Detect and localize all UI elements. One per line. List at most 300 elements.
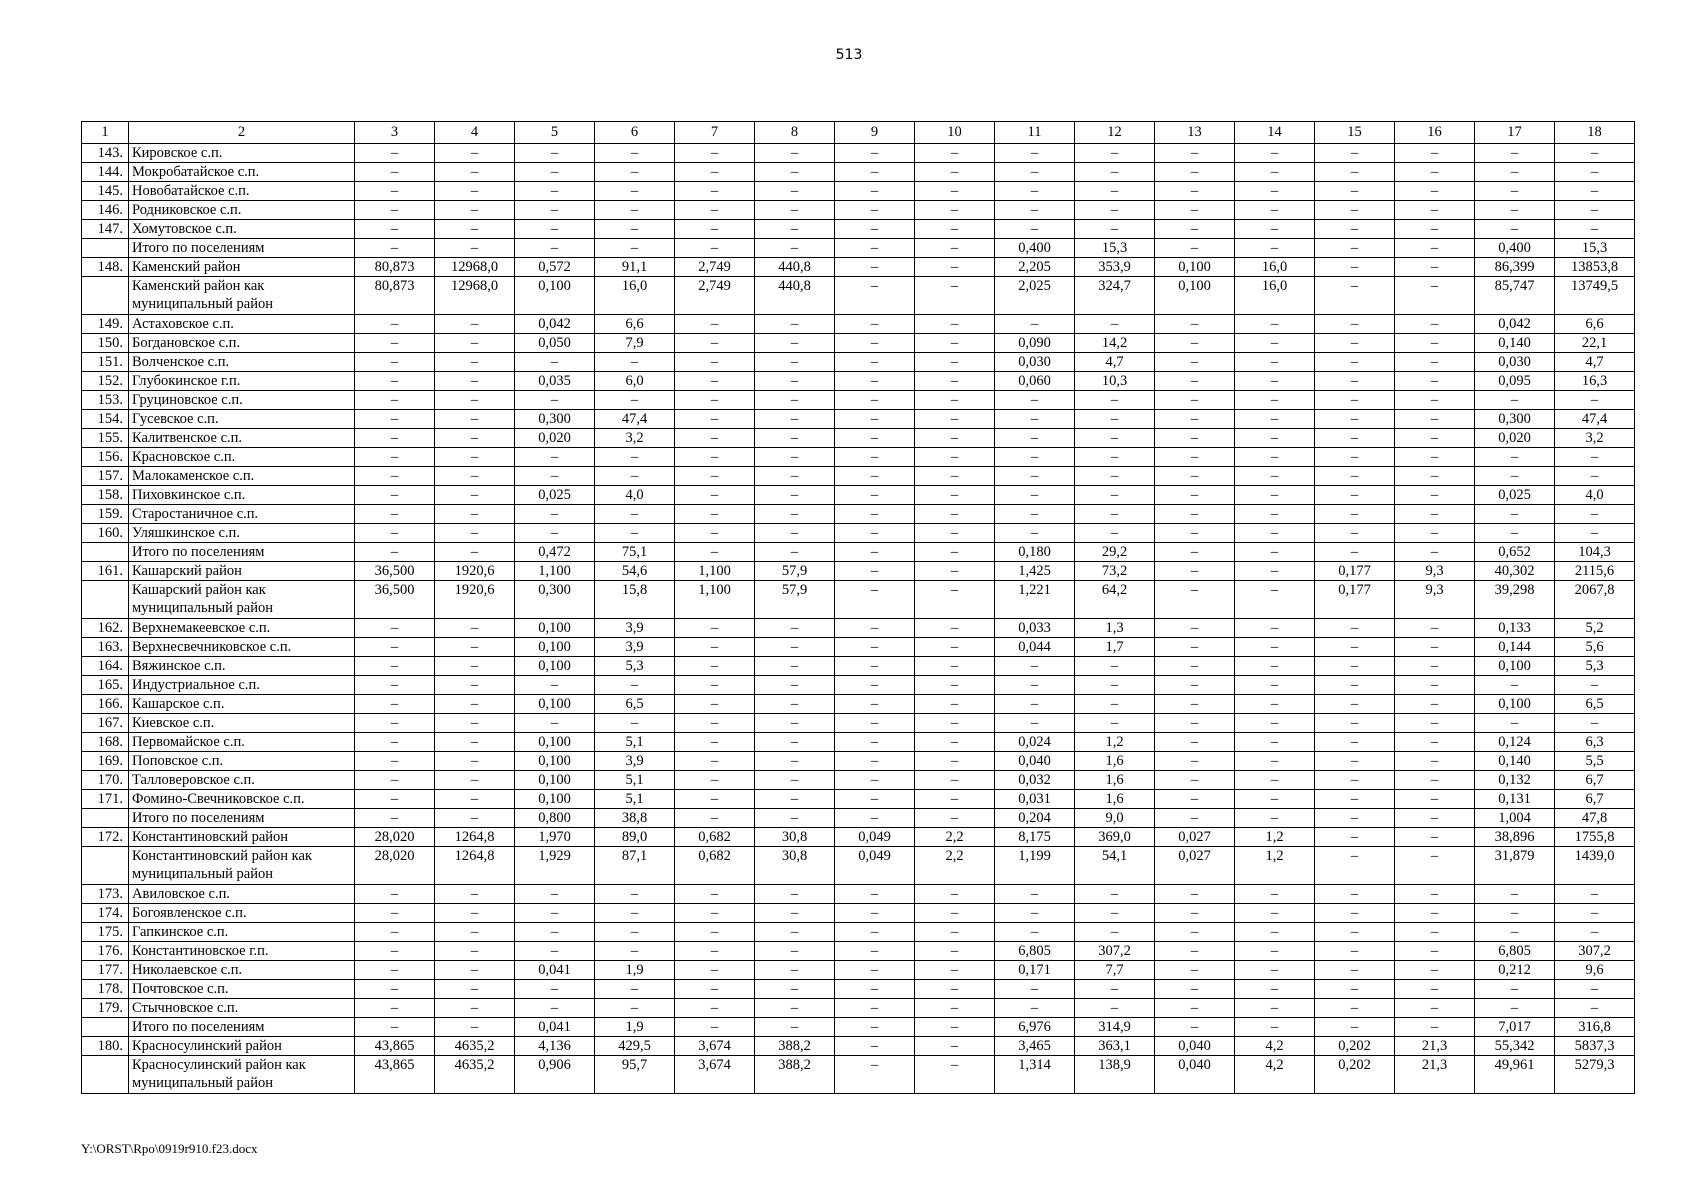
table-cell: – [595,505,675,524]
table-cell: 0,133 [1475,619,1555,638]
table-cell: – [1235,543,1315,562]
table-cell: 2,749 [675,258,755,277]
row-name: Красносулинский район [129,1037,355,1056]
table-cell: – [595,182,675,201]
row-name: Почтовское с.п. [129,980,355,999]
row-number [82,581,129,619]
table-cell: – [1315,809,1395,828]
page-number: 513 [835,47,863,63]
column-header: 16 [1395,122,1475,144]
table-cell: 0,049 [835,828,915,847]
table-cell: – [915,391,995,410]
table-cell: 0,906 [515,1056,595,1094]
table-cell: – [1555,144,1635,163]
table-cell: – [835,1056,915,1094]
table-cell: – [1475,182,1555,201]
table-cell: – [755,315,835,334]
row-number: 146. [82,201,129,220]
table-cell: – [915,809,995,828]
table-cell: 5,1 [595,733,675,752]
table-cell: – [1155,961,1235,980]
table-cell: – [355,790,435,809]
row-name: Фомино-Свечниковское с.п. [129,790,355,809]
table-cell: 0,041 [515,961,595,980]
table-cell: – [675,961,755,980]
table-cell: – [835,733,915,752]
table-cell: – [915,467,995,486]
table-cell: – [1315,638,1395,657]
table-cell: – [915,695,995,714]
table-cell: – [1315,448,1395,467]
table-cell: – [595,904,675,923]
table-cell: – [595,980,675,999]
table-cell: – [755,619,835,638]
table-cell: – [595,391,675,410]
table-cell: – [1075,220,1155,239]
table-cell: – [1235,714,1315,733]
table-cell: – [1315,144,1395,163]
table-cell: – [1155,315,1235,334]
table-cell: – [755,353,835,372]
table-cell: – [1555,885,1635,904]
table-cell: – [1395,505,1475,524]
table-cell: – [1155,429,1235,448]
table-cell: 1,6 [1075,771,1155,790]
table-row [82,1018,1635,1037]
table-cell: – [675,771,755,790]
table-cell: – [1235,239,1315,258]
table-cell: 0,100 [515,695,595,714]
table-cell: – [435,334,515,353]
table-cell: – [515,467,595,486]
table-cell: – [515,999,595,1018]
table-cell: – [1315,942,1395,961]
table-cell: – [755,961,835,980]
table-cell: – [995,467,1075,486]
table-cell: – [1075,505,1155,524]
table-cell: – [355,429,435,448]
table-cell: – [995,885,1075,904]
table-cell: 0,090 [995,334,1075,353]
table-cell: – [995,144,1075,163]
table-cell: – [675,220,755,239]
column-header: 13 [1155,122,1235,144]
table-cell: – [1395,543,1475,562]
table-cell: – [835,676,915,695]
table-cell: – [1555,980,1635,999]
table-cell: – [1395,923,1475,942]
table-cell: – [915,353,995,372]
row-number: 164. [82,657,129,676]
table-cell: – [675,790,755,809]
table-cell: – [675,885,755,904]
table-cell: – [595,885,675,904]
table-cell: 3,674 [675,1037,755,1056]
table-cell: – [835,581,915,619]
table-cell: 22,1 [1555,334,1635,353]
table-row [82,505,1635,524]
table-cell: – [915,182,995,201]
table-cell: 0,300 [515,410,595,429]
table-cell: – [515,353,595,372]
table-cell: – [675,657,755,676]
table-cell: – [835,904,915,923]
table-cell: 16,0 [1235,277,1315,315]
table-cell: – [1315,372,1395,391]
column-header: 14 [1235,122,1315,144]
table-cell: 0,180 [995,543,1075,562]
table-cell: 1920,6 [435,581,515,619]
table-cell: – [1395,695,1475,714]
table-cell: – [675,372,755,391]
table-cell: – [515,923,595,942]
table-cell: – [355,163,435,182]
table-row [82,163,1635,182]
table-row [82,258,1635,277]
table-cell: – [1155,752,1235,771]
table-cell: – [915,543,995,562]
table-cell: – [755,771,835,790]
table-cell: 86,399 [1475,258,1555,277]
table-cell: 4,2 [1235,1056,1315,1094]
row-number [82,1018,129,1037]
table-cell: – [1315,1018,1395,1037]
row-name: Верхнесвечниковское с.п. [129,638,355,657]
row-number: 167. [82,714,129,733]
table-cell: 6,0 [595,372,675,391]
table-row [82,467,1635,486]
table-cell: – [1315,239,1395,258]
table-cell: – [1315,201,1395,220]
table-cell: – [1475,524,1555,543]
table-cell: – [1315,999,1395,1018]
table-cell: 1439,0 [1555,847,1635,885]
table-cell: – [755,638,835,657]
row-name: Киевское с.п. [129,714,355,733]
table-cell: – [915,239,995,258]
table-row [82,543,1635,562]
table-cell: 0,033 [995,619,1075,638]
table-cell: 0,100 [1155,258,1235,277]
table-cell: – [1075,429,1155,448]
column-header: 10 [915,122,995,144]
table-cell: 75,1 [595,543,675,562]
table-cell: – [1315,467,1395,486]
table-cell: – [1395,676,1475,695]
table-cell: – [1555,524,1635,543]
table-cell: 0,472 [515,543,595,562]
table-cell: 8,175 [995,828,1075,847]
row-number: 168. [82,733,129,752]
row-name: Итого по поселениям [129,543,355,562]
row-name: Индустриальное с.п. [129,676,355,695]
table-cell: 9,6 [1555,961,1635,980]
table-cell: 0,100 [515,619,595,638]
row-name: Красносулинский район как муниципальный район [129,1056,355,1094]
table-cell: 440,8 [755,258,835,277]
table-cell: – [1235,657,1315,676]
table-cell: – [1155,239,1235,258]
table-cell: 6,5 [1555,695,1635,714]
table-cell: 12968,0 [435,277,515,315]
table-cell: – [1235,771,1315,790]
table-cell: – [675,638,755,657]
table-cell: 87,1 [595,847,675,885]
table-cell: – [1155,467,1235,486]
table-cell: 5,1 [595,771,675,790]
table-cell: – [355,334,435,353]
table-cell: 6,5 [595,695,675,714]
table-cell: – [435,543,515,562]
table-cell: – [435,657,515,676]
table-cell: – [915,676,995,695]
table-cell: – [755,809,835,828]
table-cell: – [675,809,755,828]
table-cell: – [675,467,755,486]
table-cell: 1,425 [995,562,1075,581]
table-row [82,904,1635,923]
table-cell: 9,3 [1395,562,1475,581]
row-name: Гапкинское с.п. [129,923,355,942]
table-row [82,771,1635,790]
table-cell: 6,6 [595,315,675,334]
row-number: 148. [82,258,129,277]
table-cell: 91,1 [595,258,675,277]
row-name: Гусевское с.п. [129,410,355,429]
table-cell: – [595,676,675,695]
table-cell: – [1155,486,1235,505]
table-cell: – [675,543,755,562]
table-cell: – [1235,942,1315,961]
row-name: Каменский район [129,258,355,277]
table-cell: – [755,467,835,486]
table-cell: 1,2 [1235,847,1315,885]
table-cell: – [1235,676,1315,695]
table-cell: – [755,752,835,771]
table-cell: – [515,220,595,239]
table-cell: 15,3 [1075,239,1155,258]
table-cell: – [675,695,755,714]
table-row [82,1037,1635,1056]
table-cell: – [915,1018,995,1037]
table-cell: 0,024 [995,733,1075,752]
table-cell: – [435,752,515,771]
table-cell: – [915,790,995,809]
table-cell: – [355,353,435,372]
table-cell: – [1395,163,1475,182]
table-cell: – [1475,391,1555,410]
table-cell: – [755,486,835,505]
table-cell: – [355,999,435,1018]
table-cell: 6,6 [1555,315,1635,334]
table-row [82,315,1635,334]
table-cell: – [755,999,835,1018]
table-row [82,980,1635,999]
table-cell: 5,6 [1555,638,1635,657]
column-header: 5 [515,122,595,144]
table-cell: – [1315,334,1395,353]
table-cell: 1,9 [595,1018,675,1037]
table-cell: – [835,277,915,315]
table-cell: – [915,448,995,467]
table-cell: – [995,391,1075,410]
table-cell: – [675,353,755,372]
table-cell: 0,040 [1155,1037,1235,1056]
table-cell: – [355,201,435,220]
table-cell: – [1475,714,1555,733]
table-cell: – [1395,790,1475,809]
table-cell: 0,025 [1475,486,1555,505]
table-cell: 80,873 [355,258,435,277]
table-cell: – [675,201,755,220]
table-cell: – [675,524,755,543]
table-cell: – [1075,410,1155,429]
table-cell: – [835,372,915,391]
table-cell: – [995,714,1075,733]
table-cell: – [835,695,915,714]
table-row [82,353,1635,372]
table-cell: 1,100 [675,581,755,619]
row-number: 156. [82,448,129,467]
row-name: Итого по поселениям [129,809,355,828]
table-cell: – [355,923,435,942]
table-cell: 0,042 [1475,315,1555,334]
table-cell: – [755,505,835,524]
table-cell: – [1155,562,1235,581]
row-number [82,239,129,258]
table-cell: – [1315,961,1395,980]
table-cell: – [1475,904,1555,923]
table-cell: – [1555,391,1635,410]
table-cell: 6,3 [1555,733,1635,752]
table-cell: – [915,486,995,505]
table-cell: 1264,8 [435,847,515,885]
table-cell: – [1555,201,1635,220]
table-cell: – [1315,182,1395,201]
table-cell: 9,3 [1395,581,1475,619]
table-cell: – [675,733,755,752]
table-cell: – [355,676,435,695]
table-cell: – [755,201,835,220]
table-cell: – [595,467,675,486]
table-cell: – [595,999,675,1018]
row-number: 173. [82,885,129,904]
table-cell: – [675,980,755,999]
row-number: 165. [82,676,129,695]
table-cell: – [595,923,675,942]
table-cell: – [1395,315,1475,334]
table-cell: 43,865 [355,1056,435,1094]
table-cell: 1,9 [595,961,675,980]
row-name: Константиновское г.п. [129,942,355,961]
table-cell: – [355,448,435,467]
table-cell: – [1075,201,1155,220]
table-cell: – [515,904,595,923]
table-cell: – [1155,809,1235,828]
table-cell: – [435,695,515,714]
table-cell: 1,100 [675,562,755,581]
table-cell: 6,805 [995,942,1075,961]
row-name: Талловеровское с.п. [129,771,355,790]
row-number: 151. [82,353,129,372]
table-cell: 0,100 [1475,657,1555,676]
table-cell: – [835,144,915,163]
table-cell: 0,177 [1315,581,1395,619]
table-cell: 30,8 [755,828,835,847]
table-cell: 0,049 [835,847,915,885]
row-number: 180. [82,1037,129,1056]
table-cell: – [1075,904,1155,923]
table-cell: – [835,923,915,942]
table-cell: – [915,999,995,1018]
table-cell: 31,879 [1475,847,1555,885]
table-cell: – [1075,144,1155,163]
table-cell: – [995,448,1075,467]
table-cell: – [1155,980,1235,999]
table-cell: – [1155,581,1235,619]
table-cell: – [675,904,755,923]
table-cell: – [835,467,915,486]
table-cell: – [915,904,995,923]
table-cell: – [1235,961,1315,980]
table-row [82,657,1635,676]
table-cell: – [1155,182,1235,201]
table-cell: 89,0 [595,828,675,847]
table-cell: – [1155,790,1235,809]
table-cell: – [595,163,675,182]
table-row [82,220,1635,239]
table-cell: – [835,182,915,201]
table-cell: – [355,809,435,828]
table-cell: – [755,790,835,809]
table-cell: – [755,885,835,904]
table-cell: 1755,8 [1555,828,1635,847]
table-cell: – [1315,429,1395,448]
table-cell: – [835,1037,915,1056]
row-name: Итого по поселениям [129,1018,355,1037]
table-cell: 7,9 [595,334,675,353]
column-header: 9 [835,122,915,144]
table-cell: 5837,3 [1555,1037,1635,1056]
table-cell: 0,171 [995,961,1075,980]
row-number: 178. [82,980,129,999]
table-cell: – [1315,828,1395,847]
table-cell: – [1395,353,1475,372]
table-cell: 0,300 [1475,410,1555,429]
table-cell: 1,3 [1075,619,1155,638]
table-cell: – [1155,505,1235,524]
table-row [82,1056,1635,1094]
table-cell: – [1075,980,1155,999]
table-cell: – [1155,676,1235,695]
table-cell: 4635,2 [435,1056,515,1094]
table-cell: – [1315,885,1395,904]
table-cell: 30,8 [755,847,835,885]
table-cell: 0,100 [1155,277,1235,315]
table-cell: – [515,714,595,733]
table-cell: 0,030 [995,353,1075,372]
table-cell: – [1315,980,1395,999]
table-cell: 43,865 [355,1037,435,1056]
table-cell: – [1235,695,1315,714]
row-name: Николаевское с.п. [129,961,355,980]
table-cell: 10,3 [1075,372,1155,391]
table-cell: 0,100 [1475,695,1555,714]
table-cell: – [1235,163,1315,182]
table-cell: 21,3 [1395,1056,1475,1094]
table-cell: – [675,334,755,353]
row-name: Мокробатайское с.п. [129,163,355,182]
